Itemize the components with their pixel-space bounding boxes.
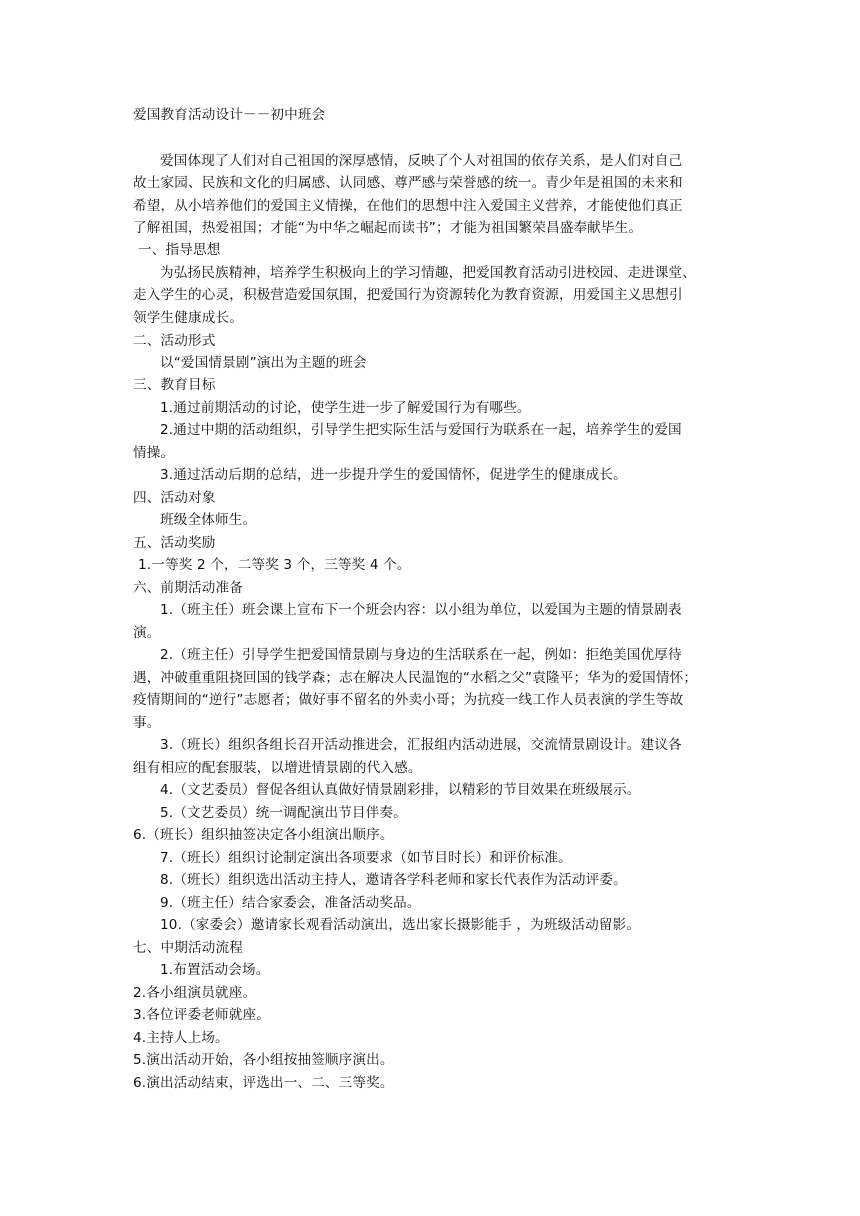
list-item: 2.（班主任）引导学生把爱国情景剧与身边的生活联系在一起，例如：拒绝美国优厚待 xyxy=(160,647,682,663)
list-item: 1.布置活动会场。 xyxy=(160,962,270,978)
list-item-continuation: 组有相应的配套服装，以增进情景剧的代入感。 xyxy=(133,760,422,776)
list-item-continuation: 演。 xyxy=(133,625,161,641)
section-heading: 六、前期活动准备 xyxy=(133,580,243,596)
list-item: 7.（班长）组织讨论制定演出各项要求（如节目时长）和评价标准。 xyxy=(160,850,572,866)
paragraph-line: 领学生健康成长。 xyxy=(133,310,243,326)
section-heading: 一、指导思想 xyxy=(138,242,221,258)
paragraph-line: 故土家园、民族和文化的归属感、认同感、尊严感与荣誉感的统一。青少年是祖国的未来和 xyxy=(133,175,683,191)
paragraph-line: 希望，从小培养他们的爱国主义情操，在他们的思想中注入爱国主义营养，才能使他们真正 xyxy=(133,198,683,214)
list-item-continuation: 疫情期间的“逆行”志愿者；做好事不留名的外卖小哥；为抗疫一线工作人员表演的学生等故 xyxy=(133,692,684,708)
list-item: 1.通过前期活动的讨论，使学生进一步了解爱国行为有哪些。 xyxy=(160,400,531,416)
section-heading: 五、活动奖励 xyxy=(133,535,216,551)
paragraph-line: 以“爱国情景剧”演出为主题的班会 xyxy=(160,355,367,371)
list-item: 6.（班长）组织抽签决定各小组演出顺序。 xyxy=(133,827,394,843)
list-item-continuation: 事。 xyxy=(133,715,161,731)
list-item: 3.通过活动后期的总结，进一步提升学生的爱国情怀，促进学生的健康成长。 xyxy=(160,467,627,483)
section-heading: 二、活动形式 xyxy=(133,333,216,349)
list-item: 1.（班主任）班会课上宣布下一个班会内容：以小组为单位，以爱国为主题的情景剧表 xyxy=(160,602,682,618)
list-item: 8.（班长）组织选出活动主持人，邀请各学科老师和家长代表作为活动评委。 xyxy=(160,872,627,888)
list-item-continuation: 情操。 xyxy=(133,445,175,461)
list-item: 5.演出活动开始，各小组按抽签顺序演出。 xyxy=(133,1052,394,1068)
list-item: 3.（班长）组织各组长召开活动推进会，汇报组内活动进展，交流情景剧设计。建议各 xyxy=(160,737,682,753)
section-heading: 七、中期活动流程 xyxy=(133,940,243,956)
paragraph-line: 为弘扬民族精神，培养学生积极向上的学习情趣，把爱国教育活动引进校园、走进课堂、 xyxy=(160,265,697,281)
list-item: 2.各小组演员就座。 xyxy=(133,985,257,1001)
section-heading: 三、教育目标 xyxy=(133,377,216,393)
paragraph-line: 班级全体师生。 xyxy=(160,512,257,528)
list-item: 5.（文艺委员）统一调配演出节目伴奏。 xyxy=(160,805,407,821)
document-title: 爱国教育活动设计－－初中班会 xyxy=(133,107,326,123)
list-item: 4.主持人上场。 xyxy=(133,1030,229,1046)
paragraph-line: 了解祖国，热爱祖国；才能“为中华之崛起而读书”；才能为祖国繁荣昌盛奉献毕生。 xyxy=(133,220,643,236)
list-item: 3.各位评委老师就座。 xyxy=(133,1007,270,1023)
list-item: 2.通过中期的活动组织，引导学生把实际生活与爱国行为联系在一起，培养学生的爱国 xyxy=(160,422,682,438)
list-item: 1.一等奖 2 个，二等奖 3 个，三等奖 4 个。 xyxy=(138,557,411,573)
list-item-continuation: 遇，冲破重重阻挠回国的钱学森；志在解决人民温饱的“水稻之父”袁隆平；华为的爱国情怀； xyxy=(133,670,698,686)
paragraph-line: 走入学生的心灵，积极营造爱国氛围，把爱国行为资源转化为教育资源，用爱国主义思想引 xyxy=(133,287,683,303)
list-item: 6.演出活动结束，评选出一、二、三等奖。 xyxy=(133,1075,394,1091)
list-item: 4.（文艺委员）督促各组认真做好情景剧彩排，以精彩的节目效果在班级展示。 xyxy=(160,782,641,798)
section-heading: 四、活动对象 xyxy=(133,490,216,506)
list-item: 9.（班主任）结合家委会，准备活动奖品。 xyxy=(160,895,421,911)
paragraph-line: 爱国体现了人们对自己祖国的深厚感情，反映了个人对祖国的依存关系，是人们对自己 xyxy=(160,153,683,169)
list-item: 10.（家委会）邀请家长观看活动演出，选出家长摄影能手 ，为班级活动留影。 xyxy=(160,917,641,933)
